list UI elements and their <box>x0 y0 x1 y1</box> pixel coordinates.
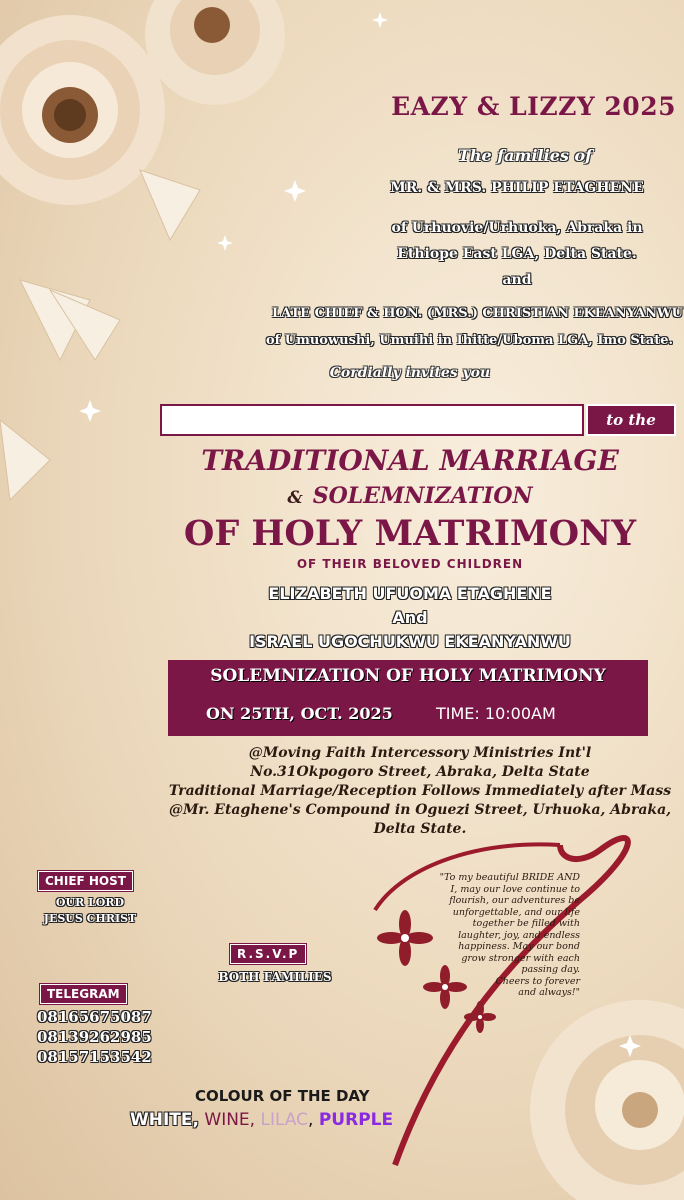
telegram-number[interactable]: 08139262985 <box>37 1028 152 1046</box>
family1-name: MR. & MRS. PHILIP ETAGHENE <box>390 180 644 196</box>
venue-line4: @Mr. Etaghene's Compound in Oguezi Street, Urhuoka, Abraka, <box>168 802 672 818</box>
couple-and: And <box>392 608 428 627</box>
quote-line: happiness. May our bond <box>458 941 580 952</box>
family1-origin-line1: of Urhuovie/Urhuoka, Abraka in <box>391 220 643 236</box>
chief-host-line1: OUR LORD <box>55 896 125 909</box>
quote-line: passing day. <box>521 964 580 975</box>
venue-line5: Delta State. <box>373 821 467 837</box>
venue-line3: Traditional Marriage/Reception Follows Immediately after Mass <box>168 783 672 799</box>
event-title: EAZY & LIZZY 2025 <box>391 92 676 121</box>
event-line2 <box>150 483 670 509</box>
colour-white: WHITE, <box>130 1110 199 1130</box>
bride-name: ELIZABETH UFUOMA ETAGHENE <box>268 584 552 603</box>
quote-line: Cheers to forever <box>495 975 580 987</box>
rsvp-label: R.S.V.P <box>230 944 306 964</box>
event-line4: OF THEIR BELOVED CHILDREN <box>296 557 524 571</box>
conjunction-and: and <box>502 272 532 288</box>
event-line3: OF HOLY MATRIMONY <box>183 513 637 554</box>
quote-line: flourish, our adventures be <box>449 895 580 906</box>
banner-date: ON 25TH, OCT. 2025 <box>206 704 393 723</box>
quote-line: laughter, joy, and endless <box>458 929 580 941</box>
chief-host-label: CHIEF HOST <box>38 871 133 891</box>
guest-name-field[interactable] <box>160 404 584 436</box>
quote-line: together be filled with <box>472 918 580 929</box>
family2-origin: of Umuowushi, Umuihi in Ihitte/Uboma LGA, Imo State. <box>265 333 673 348</box>
banner-time: TIME: 10:00AM <box>436 704 556 723</box>
top-center-rose-icon <box>145 0 285 105</box>
colour-label: COLOUR OF THE DAY <box>195 1087 370 1105</box>
date-banner <box>168 660 648 736</box>
chief-host-line2: JESUS CHRIST <box>43 912 137 925</box>
telegram-number[interactable]: 08165675087 <box>37 1008 152 1026</box>
telegram-label: TELEGRAM <box>40 984 127 1004</box>
quote-line: I, may our love continue to <box>450 883 580 895</box>
quote-line: grow stronger with each <box>461 952 580 964</box>
colour-list <box>130 1110 393 1130</box>
groom-name: ISRAEL UGOCHUKWU EKEANYANWU <box>249 632 571 651</box>
rsvp-value: BOTH FAMILIES <box>218 970 332 984</box>
quote-line: "To my beautiful BRIDE AND <box>439 872 580 883</box>
colour-comma: , <box>308 1110 314 1130</box>
banner-title: SOLEMNIZATION OF HOLY MATRIMONY <box>210 666 606 686</box>
family2-name: LATE CHIEF & HON. (MRS.) CHRISTIAN EKEANYANWU <box>271 306 683 321</box>
colour-wine: WINE, <box>204 1110 256 1130</box>
to-the-label-box <box>586 404 676 436</box>
love-quote <box>410 872 580 999</box>
families-intro: The families of <box>457 146 592 165</box>
event-solemnization: SOLEMNIZATION <box>312 483 533 509</box>
telegram-number[interactable]: 08157153542 <box>37 1048 152 1066</box>
quote-line: and always!" <box>518 987 580 998</box>
venue-line2: No.31Okpogoro Street, Abraka, Delta State <box>250 764 590 780</box>
venue-line1: @Moving Faith Intercessory Ministries Int'l <box>248 745 592 761</box>
family1-origin-line2: Ethiope East LGA, Delta State. <box>397 246 637 262</box>
event-ampersand: & <box>287 488 303 508</box>
event-line1: TRADITIONAL MARRIAGE <box>201 444 619 477</box>
cordially-invites: Cordially invites you <box>329 365 491 381</box>
colour-purple: PURPLE <box>318 1110 394 1130</box>
to-the-label: to the <box>606 411 656 429</box>
bottom-right-rose-icon <box>530 1000 684 1200</box>
quote-line: unforgettable, and our life <box>452 906 580 918</box>
top-left-rose-icon <box>0 15 165 205</box>
colour-lilac: LILAC <box>260 1110 309 1130</box>
